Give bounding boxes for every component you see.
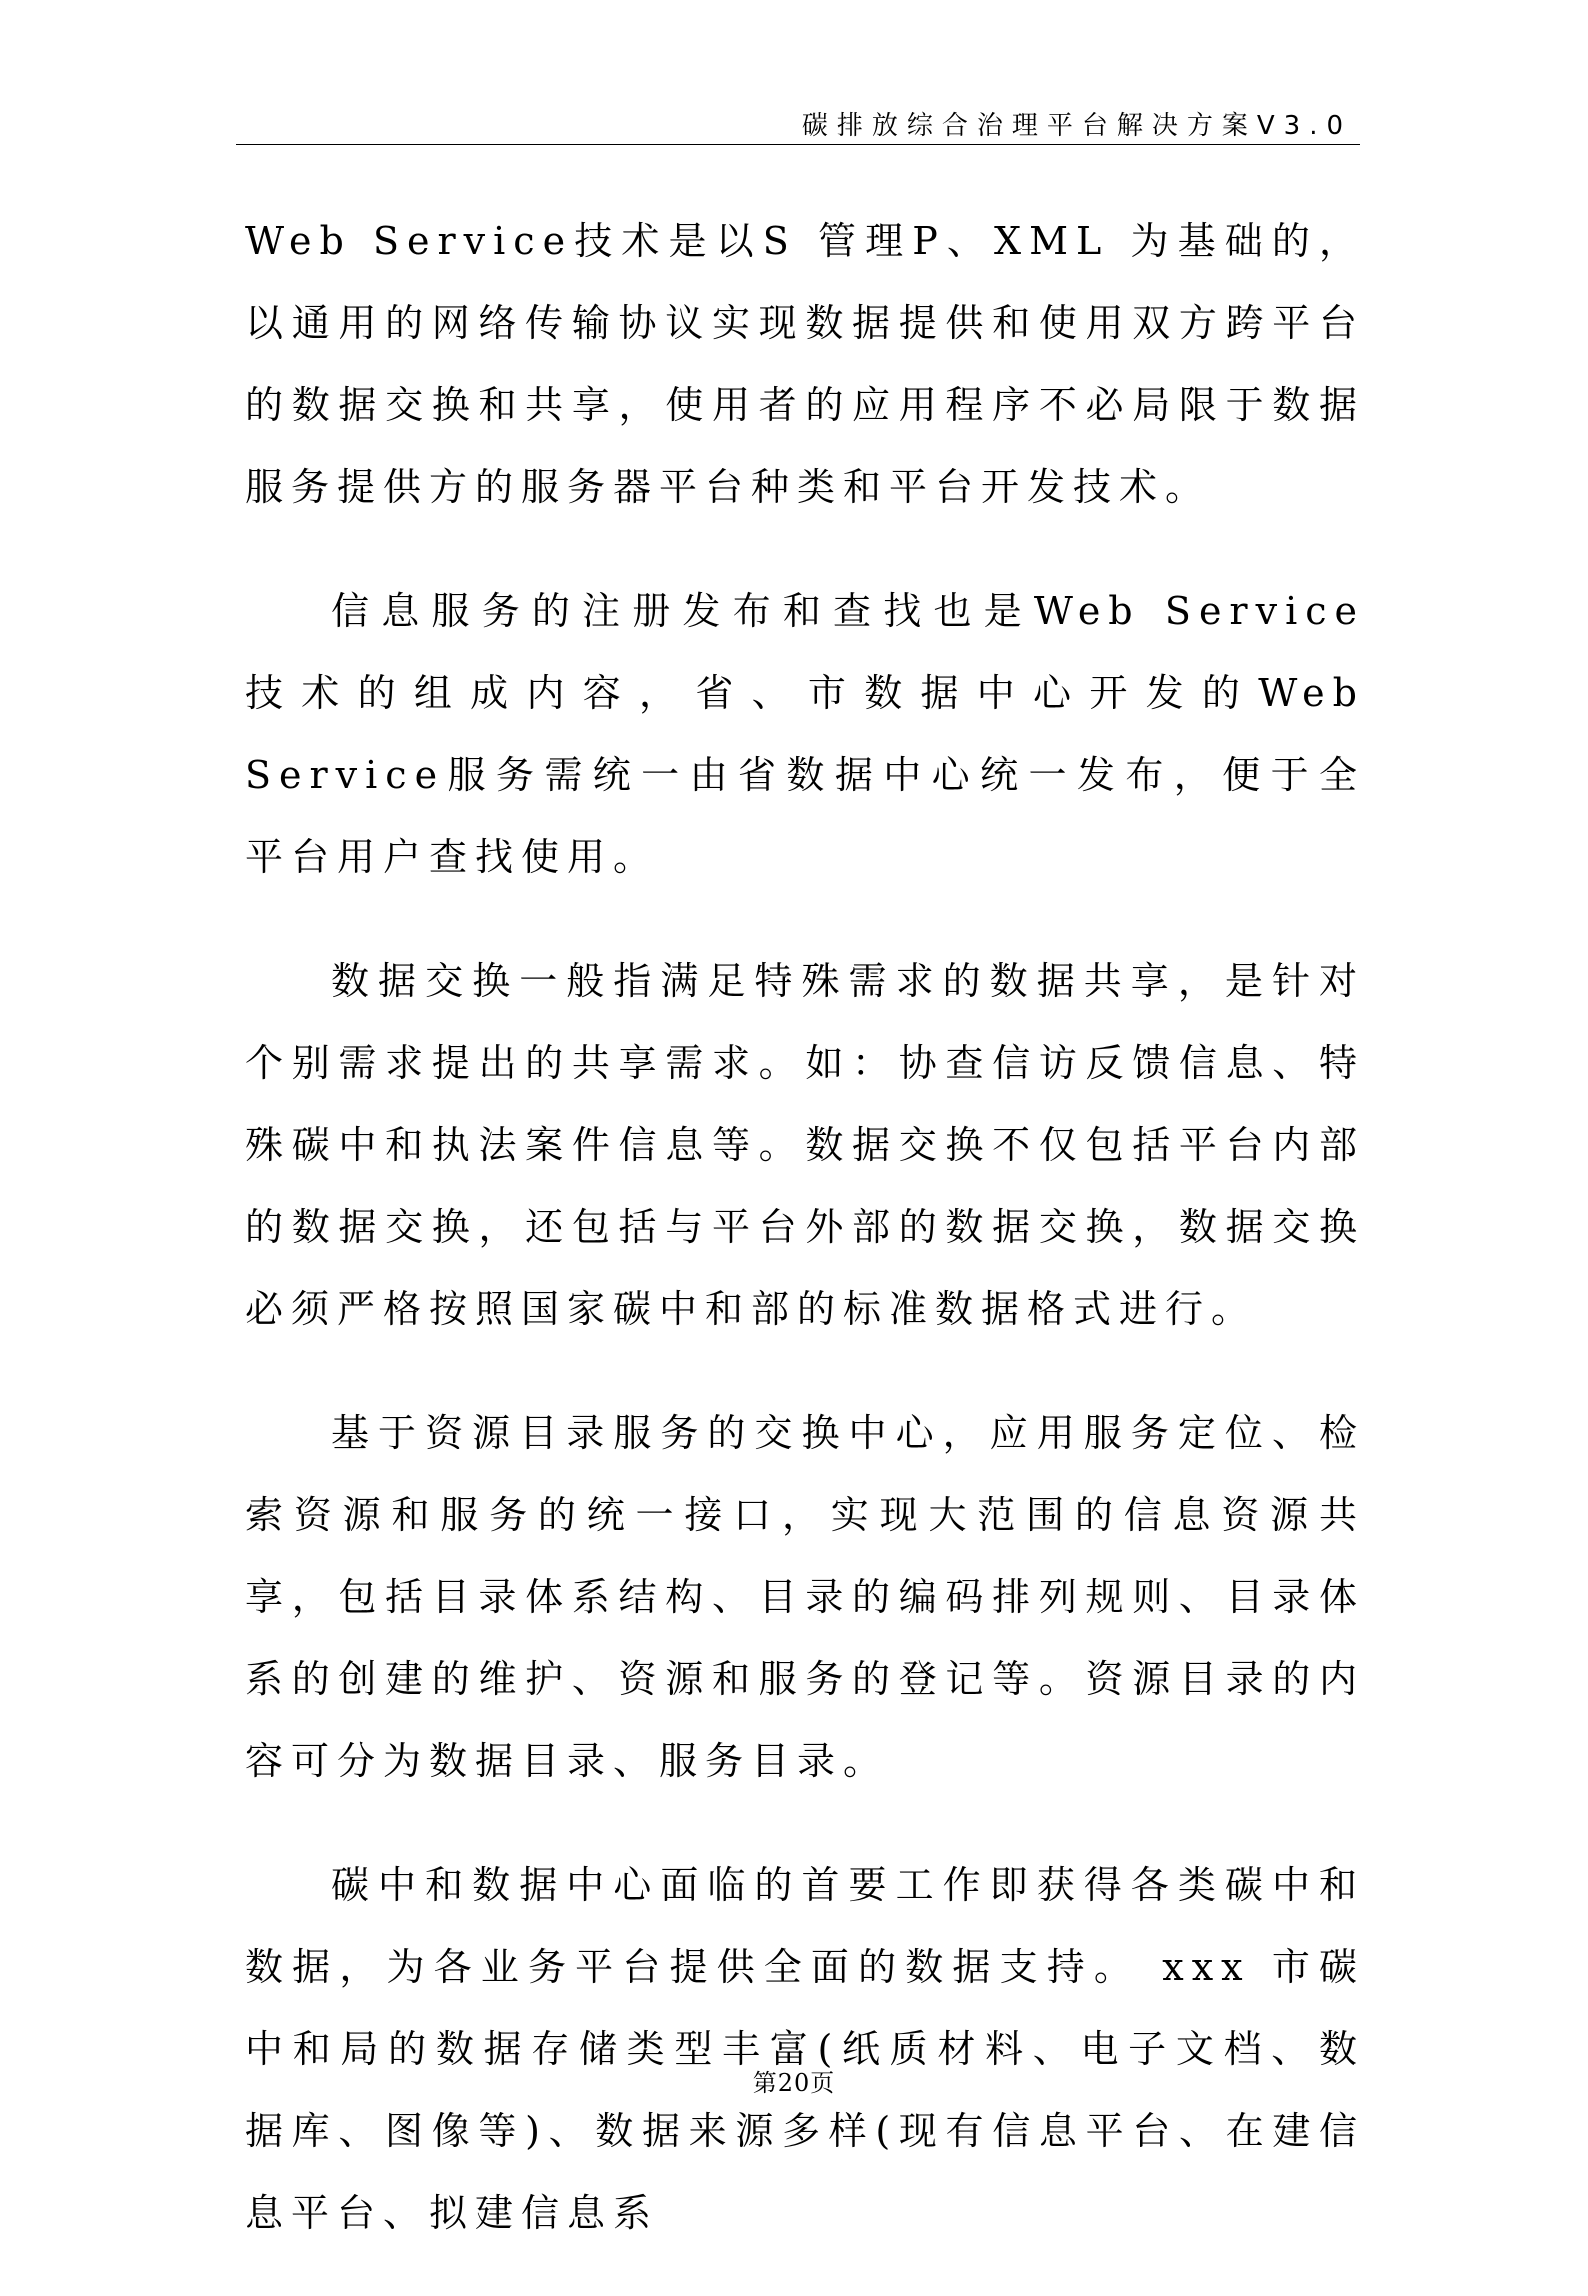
paragraph-info-service: 信息服务的注册发布和查找也是Web Service 技术的组成内容，省、市数据中心开发的Web Service服务需统一由省数据中心统一发布，便于全平台用户查找使用。: [245, 589, 1365, 879]
paragraph-data-exchange: 数据交换一般指满足特殊需求的数据共享，是针对个别需求提出的共享需求。如：协查信访反馈信息、特殊碳中和执法案件信息等。数据交换不仅包括平台内部的数据交换，还包括与平台外部的数据交换，数据交换必须严格按照国家碳中和部的标准数据格式进行。: [245, 959, 1365, 1331]
document-body: [245, 200, 1365, 2296]
paragraph-web-service: Web Service技术是以S 管理P、XML 为基础的，以通用的网络传输协议实现数据提供和使用双方跨平台的数据交换和共享，使用者的应用程序不必局限于数据服务提供方的服务器平台种类和平台开发技术。: [245, 219, 1365, 509]
paragraph-resource-catalog: 基于资源目录服务的交换中心，应用服务定位、检索资源和服务的统一接口，实现大范围的信息资源共享，包括目录体系结构、目录的编码排列规则、目录体系的创建的维护、资源和服务的登记等。资源目录的内容可分为数据目录、服务目录。: [245, 1411, 1365, 1783]
page-number: 第20页: [752, 2069, 836, 2097]
page-header: [236, 108, 1360, 145]
document-title: 碳排放综合治理平台解决方案V3.0: [801, 111, 1352, 141]
paragraph-data-center: 碳中和数据中心面临的首要工作即获得各类碳中和数据，为各业务平台提供全面的数据支持。 xxx 市碳中和局的数据存储类型丰富(纸质材料、电子文档、数据库、图像等)、数据来源多样(现有信息平台、在建信息平台、拟建信息系: [245, 1863, 1365, 2235]
